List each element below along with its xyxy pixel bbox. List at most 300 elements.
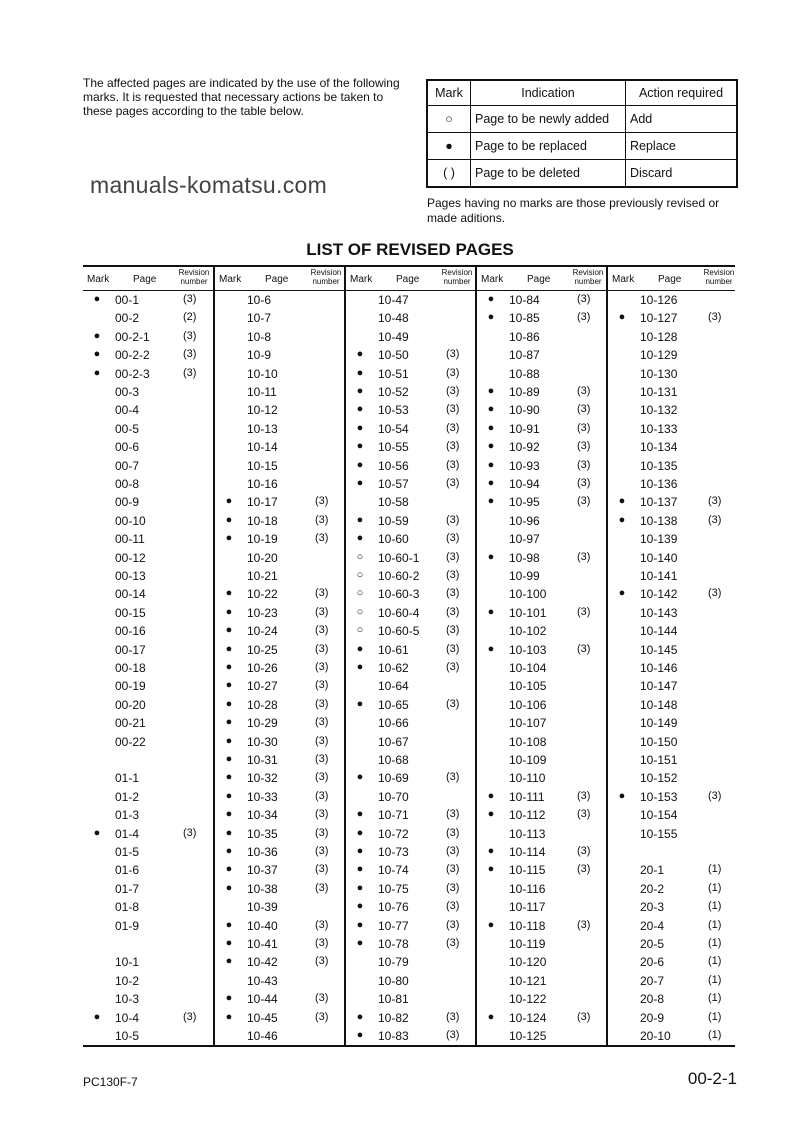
page-number: 10-134 [640,440,678,455]
page-number: 10-81 [378,992,409,1007]
revision-mark: ● [356,661,364,673]
page-number: 10-96 [509,513,540,528]
revision-number: (3) [446,826,460,839]
page-number: 10-138 [640,513,678,528]
page-number: 10-97 [509,532,540,547]
page-number: 10-76 [378,900,409,915]
table-row [215,551,346,569]
revision-number: (3) [446,458,460,471]
footer-page-number: 00-2-1 [687,1069,737,1088]
revision-mark: ● [487,1010,495,1023]
page-number: 10-36 [247,845,278,859]
revision-number: (3) [315,587,329,600]
revision-mark: ● [225,697,233,710]
table-row [215,643,346,661]
table-row [83,679,214,697]
table-row [215,330,346,348]
revision-number: (3) [446,642,460,655]
table-row [608,403,739,421]
revision-mark: ● [225,937,233,949]
page-number: 10-60-2 [378,569,420,583]
table-row [608,753,739,771]
page-number: 10-19 [247,532,278,547]
column-header-mark: Mark [612,274,635,285]
column-header-revision: Revision number [178,268,210,286]
revision-mark: ● [225,753,233,765]
table-row [477,514,608,532]
revision-number: (3) [708,513,722,526]
page-number: 10-12 [247,403,278,418]
table-row [215,679,346,697]
revision-mark: ● [487,311,495,324]
page-number: 10-147 [640,679,678,694]
page-number: 10-44 [247,992,278,1007]
table-row [83,293,214,311]
revision-mark: ○ [356,605,364,618]
page-number: 10-153 [640,789,678,804]
table-row [346,771,477,789]
page-number: 10-40 [247,918,278,933]
table-row [215,735,346,753]
table-row [83,624,214,642]
table-row [83,790,214,808]
table-row [608,367,739,385]
table-row [83,716,214,734]
page-number: 10-50 [378,348,409,363]
table-row [215,385,346,403]
page-number: 10-141 [640,569,678,583]
revision-number: (1) [708,900,722,913]
revision-number: (3) [315,826,329,839]
page-number: 10-53 [378,403,409,418]
revision-number: (3) [577,440,591,453]
table-row [346,348,477,366]
revision-mark: ● [356,366,364,379]
page-number: 10-121 [509,973,547,988]
revision-mark: ● [93,348,101,361]
page-number: 10-31 [247,753,278,767]
page-number: 10-22 [247,587,278,602]
table-row [608,992,739,1010]
revision-mark: ● [93,329,101,342]
table-row [346,422,477,440]
page-number: 10-47 [378,293,409,307]
table-row [215,937,346,955]
page-number: 10-61 [378,642,409,657]
revision-mark: ● [487,642,495,655]
page-number: 10-74 [378,863,409,878]
page-number: 10-60-5 [378,624,420,639]
table-row [608,551,739,569]
table-row [477,385,608,403]
revision-mark: ● [487,293,495,305]
revision-number: (3) [708,789,722,802]
page-number: 10-117 [509,900,546,915]
legend-mark: ○ [427,106,471,133]
table-row [477,919,608,937]
revision-mark: ● [618,789,626,802]
page-number: 10-43 [247,973,278,988]
revision-mark: ● [225,1010,233,1023]
table-row [608,716,739,734]
table-row [83,808,214,826]
table-row [346,900,477,918]
page-number: 10-154 [640,808,678,823]
legend-header-mark: Mark [427,80,471,106]
page-number: 10-52 [378,385,409,399]
page-number: 01-9 [115,918,140,933]
page-number: 10-49 [378,329,409,344]
revision-mark: ● [356,385,364,397]
table-row [608,477,739,495]
page-number: 01-3 [115,808,140,823]
page-number: 10-115 [509,863,546,878]
table-row [83,827,214,845]
table-row [215,624,346,642]
table-row [346,532,477,550]
table-row [346,753,477,771]
revision-number: (1) [708,881,722,894]
column-header-revision: Revision number [703,268,735,286]
page-number: 10-85 [509,311,540,326]
table-row [608,440,739,458]
revision-number: (3) [446,881,460,894]
page-number: 20-7 [640,973,665,988]
revision-number: (3) [577,495,591,508]
page-number: 00-2-3 [115,366,150,381]
page-number: 00-22 [115,734,146,749]
revision-number: (3) [577,311,591,324]
table-row [608,974,739,992]
revision-number: (3) [446,532,460,545]
table-row [477,771,608,789]
revision-mark: ● [93,293,101,305]
page-number: 10-42 [247,955,278,970]
revision-number: (1) [708,1029,722,1041]
column-header-revision: Revision number [441,268,473,286]
page-number: 01-6 [115,863,140,878]
page-number: 00-9 [115,495,140,510]
page-number: 10-58 [378,495,409,510]
revision-number: (3) [577,789,591,802]
table-row [83,974,214,992]
page-number: 00-18 [115,661,146,675]
table-row [215,900,346,918]
table-row [83,551,214,569]
table-row [477,459,608,477]
table-column [344,267,477,1045]
table-row [346,882,477,900]
page-number: 10-17 [247,495,278,510]
revision-mark: ● [356,642,364,655]
page-number: 10-66 [378,716,409,731]
table-row [346,551,477,569]
table-row [346,679,477,697]
page-number: 00-14 [115,587,146,602]
page-number: 01-7 [115,881,140,896]
revision-mark: ● [225,716,233,729]
page-number: 20-4 [640,918,665,933]
revision-number: (3) [708,311,722,324]
table-row [477,716,608,734]
revision-mark: ● [487,863,495,876]
page-number: 10-126 [640,293,678,307]
page-number: 10-142 [640,587,678,602]
table-row [477,882,608,900]
table-row [215,514,346,532]
table-row [477,937,608,955]
page-number: 00-4 [115,403,140,418]
table-row [346,808,477,826]
page-number: 10-90 [509,403,540,418]
table-row [608,679,739,697]
page-number: 10-4 [115,1010,140,1025]
table-row [477,587,608,605]
revision-number: (3) [315,918,329,931]
revision-mark: ● [487,789,495,802]
revision-mark: ● [225,808,233,821]
page-number: 00-11 [115,532,145,547]
revision-number: (3) [315,495,329,508]
table-row [346,311,477,329]
table-row [346,698,477,716]
revision-number: (3) [446,863,460,876]
table-row [215,808,346,826]
table-row [346,643,477,661]
table-row [477,606,608,624]
revision-number: (3) [577,808,591,821]
page-number: 10-71 [378,808,409,823]
table-row [477,403,608,421]
page-number: 10-116 [509,881,546,896]
page-number: 10-16 [247,477,278,491]
column-header-mark: Mark [87,274,110,285]
revision-number: (3) [315,624,329,637]
table-row [83,863,214,881]
revision-mark: ● [356,532,364,545]
page-number: 10-26 [247,661,278,675]
revision-mark: ● [93,1010,101,1023]
page-number: 10-139 [640,532,678,547]
revision-mark: ● [225,789,233,802]
page-number: 10-100 [509,587,547,602]
revision-number: (1) [708,863,722,876]
revision-number: (3) [446,624,460,637]
table-column [213,267,346,1045]
page-number: 10-15 [247,458,278,473]
revision-number: (3) [446,1029,460,1041]
page-number: 10-132 [640,403,678,418]
revision-mark: ● [487,808,495,821]
table-row [83,919,214,937]
page-number: 10-72 [378,826,409,841]
page-number: 10-146 [640,661,678,675]
table-row [215,882,346,900]
revision-number: (3) [315,532,329,545]
revision-mark: ● [93,826,101,839]
page-number: 10-60-3 [378,587,420,602]
revision-mark: ● [618,587,626,600]
revision-number: (3) [315,771,329,784]
table-row [83,495,214,513]
revision-number: (3) [315,734,329,747]
revision-number: (3) [315,716,329,729]
revision-mark: ● [225,605,233,618]
revision-mark: ● [356,881,364,894]
page-number: 10-5 [115,1029,140,1043]
revision-number: (1) [708,1010,722,1023]
table-row [83,606,214,624]
page-number: 10-137 [640,495,678,510]
legend-indication: Page to be replaced [471,133,626,160]
table-row [346,735,477,753]
page-number: 10-8 [247,329,272,344]
table-row [83,440,214,458]
legend-mark: ( ) [427,160,471,188]
revision-mark: ● [487,421,495,434]
revision-number: (3) [315,642,329,655]
revision-number: (3) [446,440,460,453]
revision-number: (3) [315,863,329,876]
page-number: 10-89 [509,385,540,399]
table-row [608,495,739,513]
table-row [215,1011,346,1029]
table-row [477,367,608,385]
table-row [477,735,608,753]
page-number: 10-93 [509,458,540,473]
page-number: 10-108 [509,734,547,749]
revision-mark: ● [356,513,364,526]
legend-header-indication: Indication [471,80,626,106]
page-number: 10-45 [247,1010,278,1025]
page-number: 10-87 [509,348,540,363]
revision-mark: ● [618,513,626,526]
page-number: 20-5 [640,937,665,951]
table-row [477,827,608,845]
table-row [215,293,346,311]
revision-mark: ● [356,863,364,876]
page-number: 10-99 [509,569,540,583]
page-number: 10-20 [247,550,278,565]
page-number: 10-29 [247,716,278,731]
page-number: 10-7 [247,311,272,326]
page-number: 10-143 [640,605,678,620]
page-number: 10-136 [640,477,678,491]
revision-number: (3) [577,293,591,305]
page-number: 10-60-4 [378,605,420,620]
table-row [215,863,346,881]
table-row [215,827,346,845]
table-row [477,790,608,808]
table-row [608,569,739,587]
revision-mark: ● [487,605,495,618]
table-row [215,955,346,973]
revision-mark: ● [225,661,233,673]
revision-number: (2) [183,311,197,324]
legend-action: Add [626,106,738,133]
page-number: 00-19 [115,679,146,694]
table-row [346,403,477,421]
table-row [346,385,477,403]
column-header-revision: Revision number [310,268,342,286]
table-row [83,735,214,753]
page-number: 10-113 [509,826,546,841]
table-row [477,311,608,329]
revision-number: (3) [446,550,460,563]
table-row [608,311,739,329]
revision-number: (3) [446,348,460,361]
table-row [608,827,739,845]
page-number: 10-68 [378,753,409,767]
table-row [477,422,608,440]
page-number: 10-152 [640,771,678,786]
legend-header-action: Action required [626,80,738,106]
table-row [215,587,346,605]
table-row [215,845,346,863]
table-row [477,532,608,550]
revision-number: (3) [315,881,329,894]
table-row [608,790,739,808]
table-row [477,992,608,1010]
table-row [346,495,477,513]
table-row [215,753,346,771]
revision-number: (3) [446,477,460,489]
table-row [608,348,739,366]
revision-number: (3) [183,348,197,361]
revision-mark: ● [356,403,364,416]
revision-number: (3) [577,642,591,655]
revision-number: (3) [446,918,460,931]
page-number: 10-104 [509,661,547,675]
revision-number: (3) [446,937,460,949]
page-number: 10-112 [509,808,546,823]
table-row [83,514,214,532]
table-row [346,992,477,1010]
table-row [83,955,214,973]
table-row [608,1011,739,1029]
page-number: 00-2 [115,311,140,326]
page-number: 10-35 [247,826,278,841]
revision-mark: ● [225,513,233,526]
page-number: 10-102 [509,624,547,639]
table-row [83,569,214,587]
page-number: 00-12 [115,550,146,565]
page-number: 10-149 [640,716,678,731]
revision-mark: ● [356,697,364,710]
revision-mark: ● [225,992,233,1005]
revision-number: (3) [577,863,591,876]
table-row [215,790,346,808]
table-row [83,422,214,440]
table-row [346,367,477,385]
page-number: 10-133 [640,421,678,436]
page-number: 10-84 [509,293,540,307]
table-row [477,1011,608,1029]
table-row [83,1011,214,1029]
revision-mark: ● [225,955,233,968]
page-number: 10-46 [247,1029,278,1043]
page-number: 10-111 [509,789,545,804]
page-number: 10-34 [247,808,278,823]
page-number: 10-30 [247,734,278,749]
revision-mark: ● [487,918,495,931]
page-number: 10-120 [509,955,547,970]
table-row [83,330,214,348]
page-number: 10-11 [247,385,277,399]
table-row [477,477,608,495]
table-row [477,753,608,771]
table-row [477,974,608,992]
